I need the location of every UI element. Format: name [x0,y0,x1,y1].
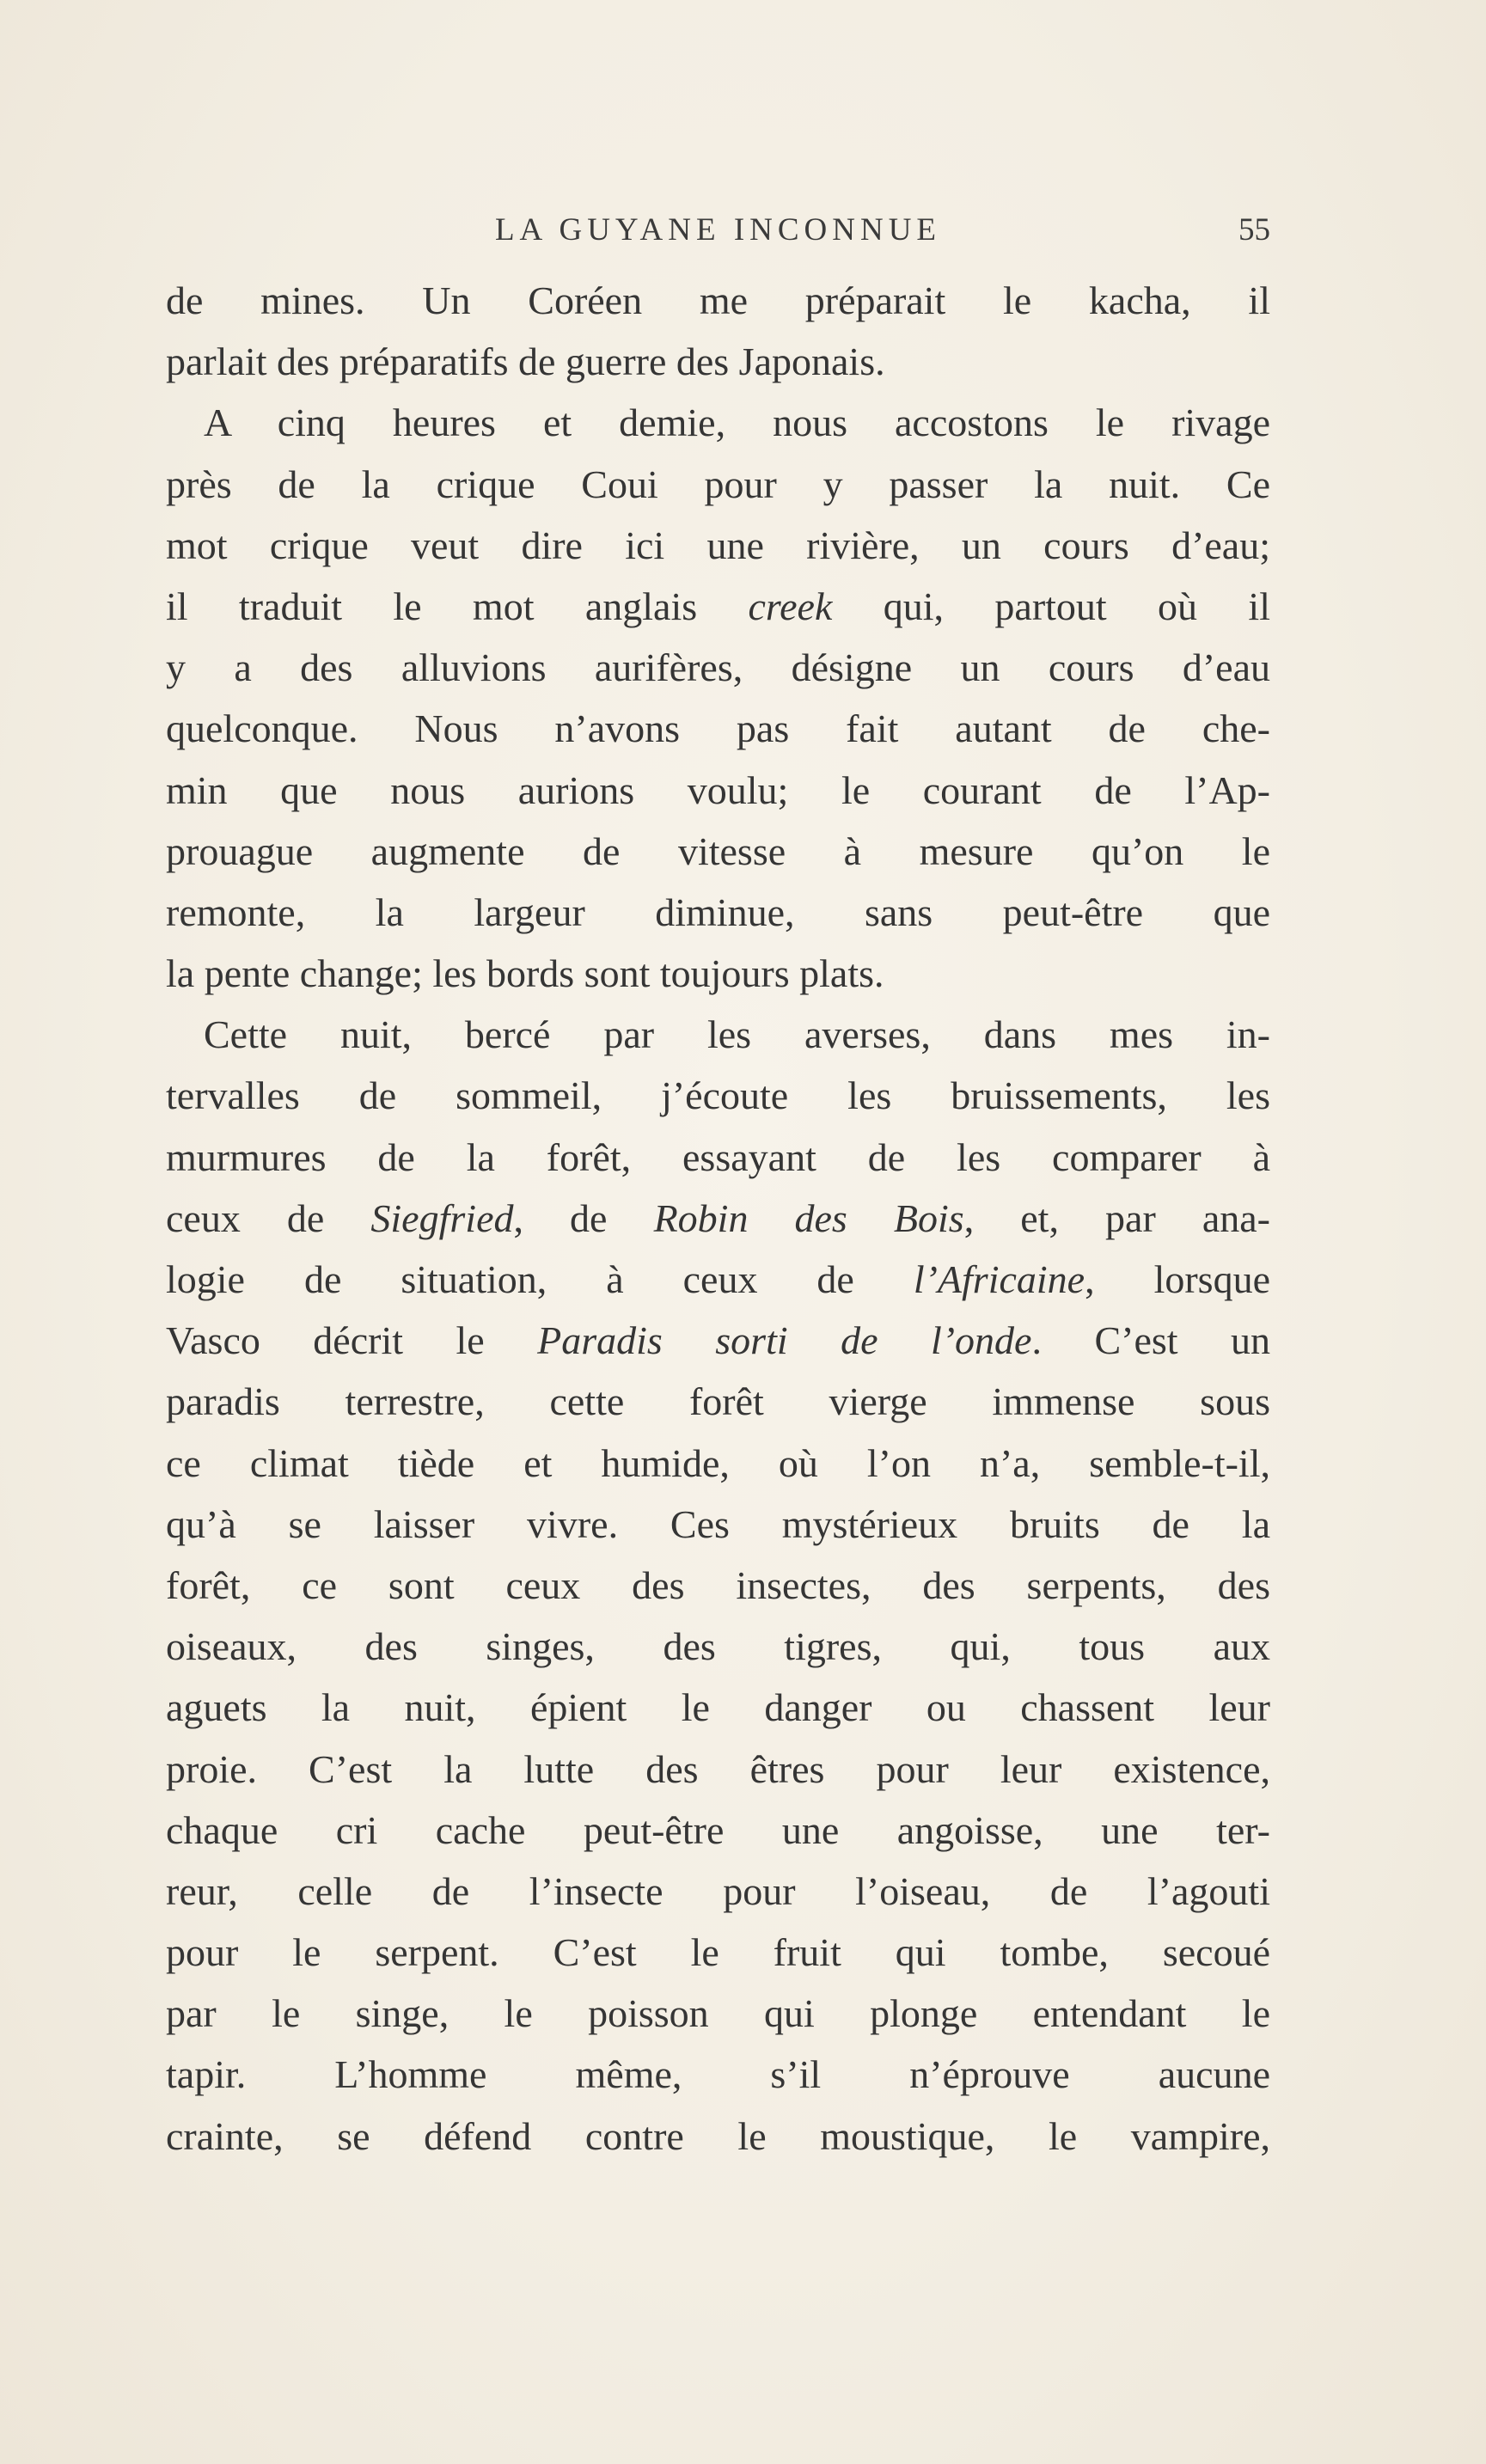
text-line [166,1983,1270,2044]
text-line [166,1922,1270,1983]
text-segment: logie de situation, à ceux de [166,1257,914,1301]
italic-text: Robin des Bois [653,1195,964,1240]
text-segment: oiseaux, des singes, des tigres, qui, tous aux [166,1624,1270,1669]
text-segment: mot crique veut dire ici une rivière, un cours d’eau; [166,523,1270,567]
text-line [166,1310,1270,1371]
text-segment: tapir. L’homme même, s’il n’éprouve aucune [166,2052,1270,2097]
text-segment: crainte, se défend contre le moustique, le vampire, [166,2113,1270,2158]
italic-text: Paradis sorti de l’onde [537,1318,1032,1363]
text-segment: chaque cri cache peut-être une angoisse, une ter- [166,1807,1270,1852]
text-segment: min que nous aurions voulu; le courant de l’Ap- [166,767,1270,812]
text-segment: ceux de [166,1195,371,1240]
text-segment: ce climat tiède et humide, où l’on n’a, semble-t-il, [166,1440,1270,1485]
text-line [166,760,1270,821]
text-segment: . C’est un [1031,1318,1270,1363]
text-segment: murmures de la forêt, essayant de les comparer à [166,1134,1270,1179]
text-segment: près de la crique Coui pour y passer la nuit. Ce [166,462,1270,506]
text-segment: tervalles de sommeil, j’écoute les bruissements, les [166,1073,1270,1118]
text-segment: remonte, la largeur diminue, sans peut-être que [166,890,1270,934]
text-line [166,2106,1270,2167]
text-segment: forêt, ce sont ceux des insectes, des serpents, des [166,1562,1270,1607]
text-segment: proie. C’est la lutte des êtres pour leur existence, [166,1746,1270,1791]
text-line [166,1433,1270,1494]
text-segment: qu’à se laisser vivre. Ces mystérieux bruits de la [166,1501,1270,1546]
text-segment: aguets la nuit, épient le danger ou chassent leur [166,1685,1270,1730]
text-segment: , lorsque [1085,1257,1270,1301]
text-line [166,515,1270,576]
italic-text: Siegfried [370,1195,514,1240]
text-line [166,331,1270,392]
text-segment: Vasco décrit le [166,1318,538,1363]
text-line [166,1004,1270,1065]
running-title: LA GUYANE INCONNUE [494,212,942,248]
text-segment: Cette nuit, bercé par les averses, dans mes in- [204,1012,1270,1057]
text-segment: quelconque. Nous n’avons pas fait autant de che- [166,706,1270,751]
text-line [166,1616,1270,1677]
text-line [166,392,1270,453]
italic-text: l’Africaine [913,1257,1085,1301]
text-line [166,1555,1270,1616]
page-number: 55 [1238,212,1270,248]
text-segment: qui, partout où il [832,584,1270,628]
text-segment: y a des alluvions aurifères, désigne un cours d’eau [166,645,1270,690]
text-segment: paradis terrestre, cette forêt vierge immense sous [166,1379,1270,1424]
text-segment: prouague augmente de vitesse à mesure qu’on le [166,828,1270,873]
text-line [166,882,1270,943]
text-line [166,1677,1270,1738]
text-line [166,1127,1270,1188]
text-line [166,637,1270,698]
text-segment: pour le serpent. C’est le fruit qui tombe, secoué [166,1930,1270,1975]
text-segment: reur, celle de l’insecte pour l’oiseau, de l’agouti [166,1868,1270,1913]
text-line [166,1065,1270,1126]
text-line [166,1249,1270,1310]
text-line [166,821,1270,882]
text-line [166,1739,1270,1800]
text-segment: , et, par ana- [963,1195,1270,1240]
text-segment: il traduit le mot anglais [166,584,749,628]
body-text [166,270,1270,2167]
text-line [166,1861,1270,1922]
text-line [166,454,1270,515]
text-segment: , de [513,1195,654,1240]
italic-text: creek [748,584,833,628]
text-segment: la pente change; les bords sont toujours plats. [166,951,884,996]
text-line [166,1800,1270,1861]
text-segment: par le singe, le poisson qui plonge entendant le [166,1991,1270,2036]
text-line [166,576,1270,637]
text-segment: parlait des préparatifs de guerre des Japonais. [166,339,885,384]
text-line [166,1494,1270,1555]
text-line [166,698,1270,759]
running-head [166,205,1270,256]
text-line [166,1188,1270,1249]
text-line [166,1371,1270,1432]
text-segment: A cinq heures et demie, nous accostons le rivage [204,400,1270,445]
text-line [166,943,1270,1004]
text-segment: de mines. Un Coréen me préparait le kacha, il [166,278,1270,322]
text-line [166,2044,1270,2105]
text-line [166,270,1270,331]
